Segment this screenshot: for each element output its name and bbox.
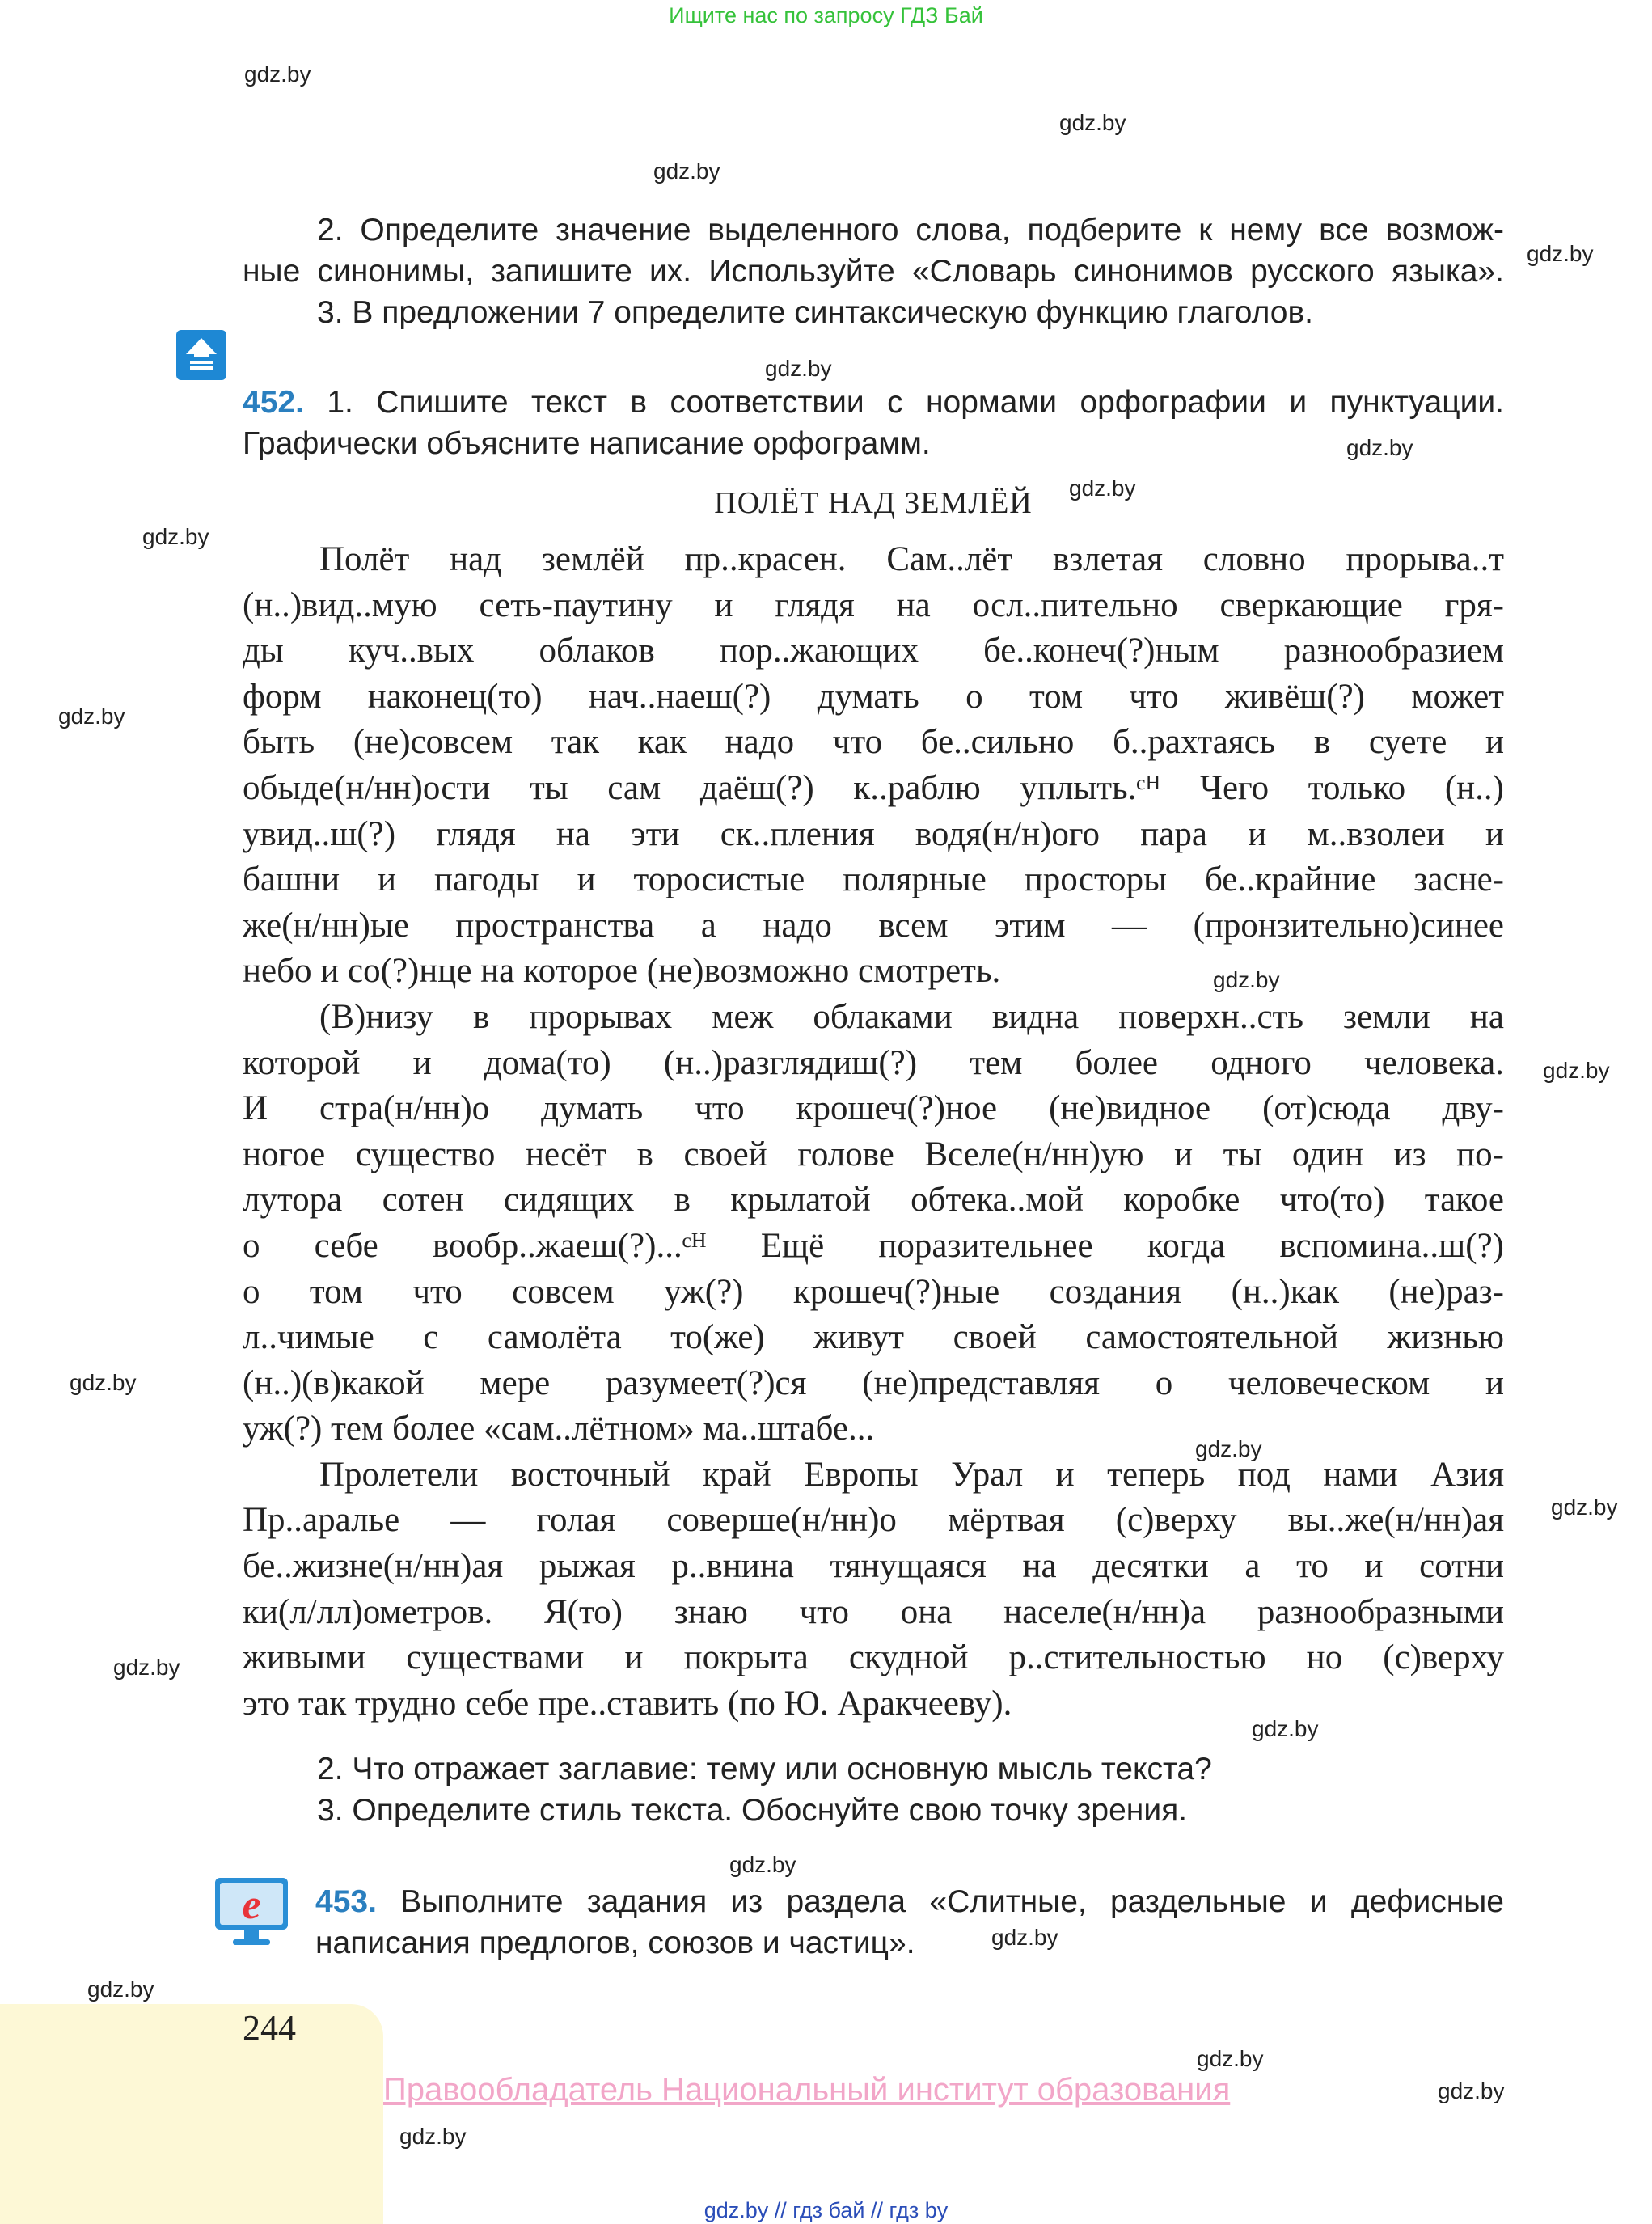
- text-line: это так трудно себе пре..ставить (по Ю. Аракчееву).: [243, 1684, 1012, 1723]
- task451-item2-line2: ные синонимы, запишите их. Используйте «Словарь синонимов русского языка».: [243, 254, 1504, 289]
- task451-item2-line1: 2. Определите значение выделенного слова, подберите к нему все возмож-: [317, 213, 1504, 247]
- task453-line1: [315, 1881, 1504, 1922]
- watermark: gdz.by: [1069, 476, 1136, 501]
- text-line: форм наконец(то) нач..наеш(?) думать о том что живёш(?) может: [243, 677, 1504, 716]
- text-line: (н..)вид..мую сеть-паутину и глядя на осл..пительно сверкающие гря-: [243, 586, 1504, 624]
- text-line: башни и пагоды и торосистые полярные просторы бе..крайние засне-: [243, 860, 1504, 899]
- text-line: (н..)(в)какой мере разумеет(?)ся (не)представляя о человеческом и: [243, 1364, 1504, 1402]
- text-line: быть (не)совсем так как надо что бе..сильно б..рахтаясь в суете и: [243, 723, 1504, 762]
- text-line: увид..ш(?) глядя на эти ск..пления водя(н/н)ого пара и м..взолеи и: [243, 814, 1504, 853]
- watermark: gdz.by: [991, 1925, 1058, 1950]
- rights-holder-link[interactable]: Правообладатель Национальный институт образования: [383, 2072, 1231, 2108]
- svg-text:e: e: [242, 1882, 261, 1928]
- text-line: живыми существами и покрыта скудной р..стительностью но (с)верху: [243, 1638, 1504, 1677]
- page-corner: [0, 2004, 383, 2224]
- upload-icon[interactable]: [176, 330, 226, 380]
- watermark: gdz.by: [1527, 241, 1594, 266]
- task453-line1-text: Выполните задания из раздела «Слитные, раздельные и дефисные: [376, 1884, 1504, 1919]
- top-banner[interactable]: Ищите нас по запросу ГДЗ Бай: [669, 3, 983, 27]
- text-line: о том что совсем уж(?) крошеч(?)ные создания (н..)как (не)раз-: [243, 1272, 1504, 1311]
- watermark: gdz.by: [1438, 2078, 1505, 2103]
- watermark: gdz.by: [1551, 1495, 1618, 1520]
- page-number: 244: [243, 2008, 296, 2048]
- watermark: gdz.by: [1197, 2046, 1264, 2071]
- watermark: gdz.by: [1252, 1716, 1319, 1741]
- watermark: gdz.by: [1213, 967, 1280, 992]
- watermark: gdz.by: [653, 159, 720, 184]
- text-line: лутора сотен сидящих в крылатой обтека..мой коробке что(то) такое: [243, 1181, 1504, 1220]
- text-line: Пролетели восточный край Европы Урал и теперь под нами Азия: [319, 1455, 1504, 1494]
- watermark: gdz.by: [399, 2124, 467, 2149]
- watermark: gdz.by: [1195, 1436, 1262, 1461]
- text-line: которой и дома(то) (н..)разглядиш(?) тем более одного человека.: [243, 1043, 1504, 1082]
- watermark: gdz.by: [244, 61, 311, 87]
- text-line: ды куч..вых облаков пор..жающих бе..конеч(?)ным разнообразием: [243, 632, 1504, 670]
- bottom-links[interactable]: gdz.by // гдз бай // гдз by: [703, 2198, 949, 2222]
- watermark: gdz.by: [70, 1370, 137, 1395]
- task452-line1-text: 1. Спишите текст в соответствии с нормами орфографии и пунктуации.: [303, 385, 1504, 420]
- task452-item3: 3. Определите стиль текста. Обоснуйте свою точку зрения.: [317, 1793, 1188, 1828]
- task453-line2: написания предлогов, союзов и частиц».: [315, 1926, 915, 1960]
- main-text: [243, 537, 1504, 1727]
- task451-item3: 3. В предложении 7 определите синтаксическую функцию глаголов.: [317, 295, 1314, 330]
- task452-line1: [243, 382, 1504, 423]
- task453-number: 453.: [315, 1884, 377, 1919]
- text-line: бе..жизне(н/нн)ая рыжая р..внина тянущаяся на десятки а то и сотни: [243, 1547, 1504, 1586]
- text-line: (В)низу в прорывах меж облаками видна поверхн..сть земли на: [319, 997, 1504, 1036]
- task452-item2: 2. Что отражает заглавие: тему или основную мысль текста?: [317, 1752, 1212, 1786]
- text-line: ногое существо несёт в своей голове Вселе(н/нн)ую и ты один из по-: [243, 1135, 1504, 1173]
- text-line: Пр..аралье — голая соверше(н/нн)о мёртвая (с)верху вы..же(н/нн)ая: [243, 1501, 1504, 1540]
- text-line: небо и со(?)нце на которое (не)возможно смотреть.: [243, 952, 1001, 991]
- watermark: gdz.by: [1059, 110, 1126, 135]
- task452-number: 452.: [243, 385, 304, 420]
- watermark: gdz.by: [729, 1852, 796, 1877]
- watermark: gdz.by: [113, 1655, 180, 1680]
- text-line: Полёт над землёй пр..красен. Сам..лёт взлетая словно прорыва..т: [319, 540, 1504, 578]
- watermark: gdz.by: [87, 1977, 154, 2002]
- text-line: И стра(н/нн)о думать что крошеч(?)ное (не)видное (от)сюда дву-: [243, 1089, 1504, 1128]
- watermark: gdz.by: [142, 524, 209, 549]
- text-line: же(н/нн)ые пространства а надо всем этим — (пронзительно)синее: [243, 906, 1504, 945]
- watermark: gdz.by: [58, 704, 125, 729]
- text-line: ки(л/лл)ометров. Я(то) знаю что она населе(н/нн)а разнообразными: [243, 1592, 1504, 1631]
- text-line: уж(?) тем более «сам..лётном» ма..штабе...: [243, 1410, 875, 1448]
- task452-line2: Графически объясните написание орфограмм.: [243, 426, 931, 461]
- text-line: о себе вообр..жаеш(?)...ᶜᴴ Ещё поразительнее когда вспомина..ш(?): [243, 1226, 1504, 1265]
- watermark: gdz.by: [1543, 1058, 1610, 1083]
- text-line: л..чимые с самолёта то(же) живут своей самостоятельной жизнью: [243, 1318, 1504, 1357]
- watermark: gdz.by: [1346, 435, 1413, 460]
- text-line: обыде(н/нн)ости ты сам даёш(?) к..раблю уплыть.ᶜᴴ Чего только (н..): [243, 768, 1504, 807]
- text-title: ПОЛЁТ НАД ЗЕМЛЁЙ: [714, 486, 1033, 520]
- e-learning-icon[interactable]: [212, 1875, 291, 1954]
- watermark: gdz.by: [765, 356, 832, 381]
